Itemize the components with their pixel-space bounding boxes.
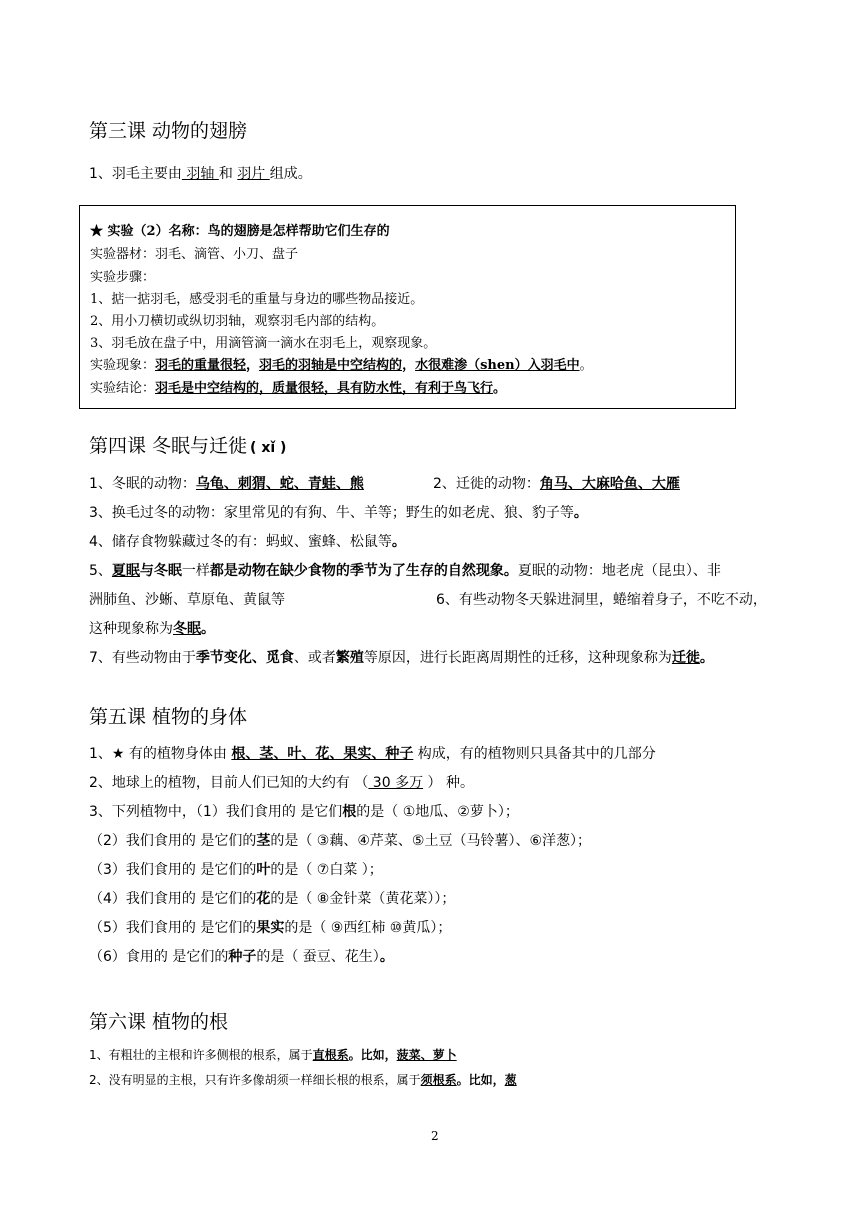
pinyin: ( xǐ ): [250, 440, 287, 456]
text: 茎: [256, 833, 271, 849]
text: 羽毛的羽轴是中空结构的: [259, 358, 403, 373]
text: ，: [402, 358, 416, 373]
text: 乌龟、刺猬、蛇、青蛙、熊: [195, 476, 364, 492]
lesson5-item3: [89, 801, 519, 821]
lesson4-item4: [89, 531, 406, 551]
lesson5-item2: [89, 772, 474, 792]
text: 与冬眠: [139, 563, 182, 579]
lesson5-item8: [89, 946, 394, 966]
text: 花: [256, 891, 271, 907]
answer-feather-vane: 羽片: [237, 166, 270, 182]
text: 、或者: [293, 650, 336, 666]
text: （4）我们食用的 是它们的: [89, 891, 257, 907]
text: 。: [379, 949, 394, 965]
page-number: 2: [431, 1129, 439, 1143]
text: 构成，有的植物则只具备其中的几部分: [413, 746, 656, 762]
text: 水很难渗（shen）入羽毛中: [415, 358, 580, 373]
text: 繁殖: [335, 650, 364, 666]
text: 的是（ ⑨西红柿 ⑩黄瓜）；: [284, 920, 452, 936]
text: 一样: [181, 563, 210, 579]
text: 。: [391, 534, 406, 550]
lesson4-item6: 6、有些动物冬天躲进洞里，蜷缩着身子，不吃不动，: [436, 592, 767, 608]
text: 冬眠: [173, 621, 201, 637]
text: 1、羽毛主要由: [89, 166, 182, 182]
experiment-box: [79, 205, 736, 409]
answer-feather-shaft: 羽轴: [181, 166, 219, 182]
text: 7、有些动物由于: [89, 650, 196, 666]
text: 须根系: [420, 1073, 457, 1087]
text: 实验（2）名称：鸟的翅膀是怎样帮助它们生存的: [103, 224, 390, 239]
text: 的是（ ⑧金针菜（黄花菜））；: [270, 891, 456, 907]
text: （6）食用的 是它们的: [89, 949, 229, 965]
text: 5、: [89, 563, 112, 579]
text: 果实: [256, 920, 285, 936]
text: 1、冬眠的动物：: [89, 476, 196, 492]
text: 季节变化、觅食: [195, 650, 294, 666]
text: 。比如，: [348, 1048, 397, 1062]
lesson5-item5: [89, 859, 383, 879]
text: 1、★ 有的植物身体由: [89, 746, 232, 762]
text: 的是（ ③藕、④芹菜、⑤土豆（马铃薯）、⑥洋葱）；: [270, 833, 592, 849]
lesson4-item5: [89, 560, 721, 580]
lesson4-item6-cont: [89, 618, 215, 638]
experiment-materials: 实验器材：羽毛、滴管、小刀、盘子: [90, 247, 299, 262]
text: 夏眠: [111, 563, 140, 579]
text: 。: [493, 381, 507, 396]
text: 种子: [228, 949, 257, 965]
lesson3-title: 第三课 动物的翅膀: [89, 120, 248, 142]
experiment-phenomenon: [90, 354, 593, 373]
text: 2、没有明显的主根，只有许多像胡须一样细长根的根系，属于: [89, 1073, 421, 1087]
lesson4-item5-cont: 洲肺鱼、沙蜥、草原龟、黄鼠等: [89, 592, 285, 608]
experiment-step-1: 1、掂一掂羽毛，感受羽毛的重量与身边的哪些物品接近。: [90, 292, 424, 307]
text: 3、下列植物中，（1）我们食用的 是它们: [89, 804, 343, 820]
lesson5-item4: [89, 830, 591, 850]
text: 2、地球上的植物，目前人们已知的大约有 （: [89, 775, 369, 791]
text: 根、茎、叶、花、果实、种子: [231, 746, 414, 762]
lesson4-title: [89, 431, 286, 458]
lesson4-item2: [433, 473, 680, 493]
text: 直根系: [312, 1048, 349, 1062]
text: （5）我们食用的 是它们的: [89, 920, 257, 936]
lesson6-item1: [89, 1046, 457, 1063]
experiment-steps-label: 实验步骤：: [90, 270, 156, 285]
text: 这种现象称为: [89, 621, 173, 637]
text: 。: [579, 358, 593, 373]
text: 1、有粗壮的主根和许多侧根的根系，属于: [89, 1048, 313, 1062]
text: 羽毛是中空结构的，质量很轻，具有防水性，有利于鸟飞行: [155, 381, 494, 396]
star-icon: ★: [90, 224, 104, 239]
text: 根: [342, 804, 357, 820]
experiment-title: [90, 220, 390, 239]
text: 和: [218, 166, 238, 182]
text: 第四课 冬眠与迁徙: [89, 435, 248, 457]
text: （2）我们食用的 是它们的: [89, 833, 257, 849]
lesson4-item7: [89, 647, 714, 667]
lesson6-title: 第六课 植物的根: [89, 1011, 229, 1033]
text: 夏眠的动物：地老虎（昆虫）、非: [517, 563, 721, 579]
text: 迁徙: [671, 650, 700, 666]
lesson5-item7: [89, 917, 451, 937]
text: 组成。: [269, 166, 312, 182]
text: 2、迁徙的动物：: [433, 476, 540, 492]
text: 。: [699, 650, 714, 666]
lesson4-item3: [89, 502, 588, 522]
text: 实验现象：: [90, 358, 156, 373]
text: ，: [246, 358, 260, 373]
text: 羽毛的重量很轻: [155, 358, 247, 373]
lesson4-item1: [89, 473, 364, 493]
experiment-step-3: 3、羽毛放在盘子中，用滴管滴一滴水在羽毛上，观察现象。: [90, 336, 437, 351]
lesson3-item1: [89, 163, 312, 183]
text: 。: [573, 505, 588, 521]
text: 的是（ ①地瓜、②萝卜）；: [356, 804, 519, 820]
text: 等原因，进行长距离周期性的迁移，这种现象称为: [363, 650, 672, 666]
lesson5-item6: [89, 888, 455, 908]
text: 3、换毛过冬的动物：家里常见的有狗、牛、羊等；野生的如老虎、狼、豹子等: [89, 505, 574, 521]
text: 4、储存食物躲藏过冬的有：蚂蚁、蜜蜂、松鼠等: [89, 534, 392, 550]
text: 葱: [504, 1073, 517, 1087]
text: 都是动物在缺少食物的季节为了生存的自然现象。: [209, 563, 518, 579]
text: 实验结论：: [90, 381, 156, 396]
experiment-conclusion: [90, 377, 506, 396]
lesson5-title: 第五课 植物的身体: [89, 706, 248, 728]
lesson6-item2: [89, 1071, 517, 1088]
text: 。: [201, 621, 215, 637]
text: 的是（ 蚕豆、花生）: [256, 949, 380, 965]
experiment-step-2: 2、用小刀横切或纵切羽轴，观察羽毛内部的结构。: [90, 314, 385, 329]
text: 角马、大麻哈鱼、大雁: [539, 476, 680, 492]
text: 的是（ ⑦白菜 ）；: [270, 862, 383, 878]
lesson5-item1: [89, 743, 656, 763]
text: 菠菜、萝卜: [396, 1048, 457, 1062]
text: 30 多万: [368, 775, 424, 791]
text: （3）我们食用的 是它们的: [89, 862, 257, 878]
text: 叶: [256, 862, 271, 878]
text: 。比如，: [456, 1073, 505, 1087]
text: ） 种。: [423, 775, 474, 791]
